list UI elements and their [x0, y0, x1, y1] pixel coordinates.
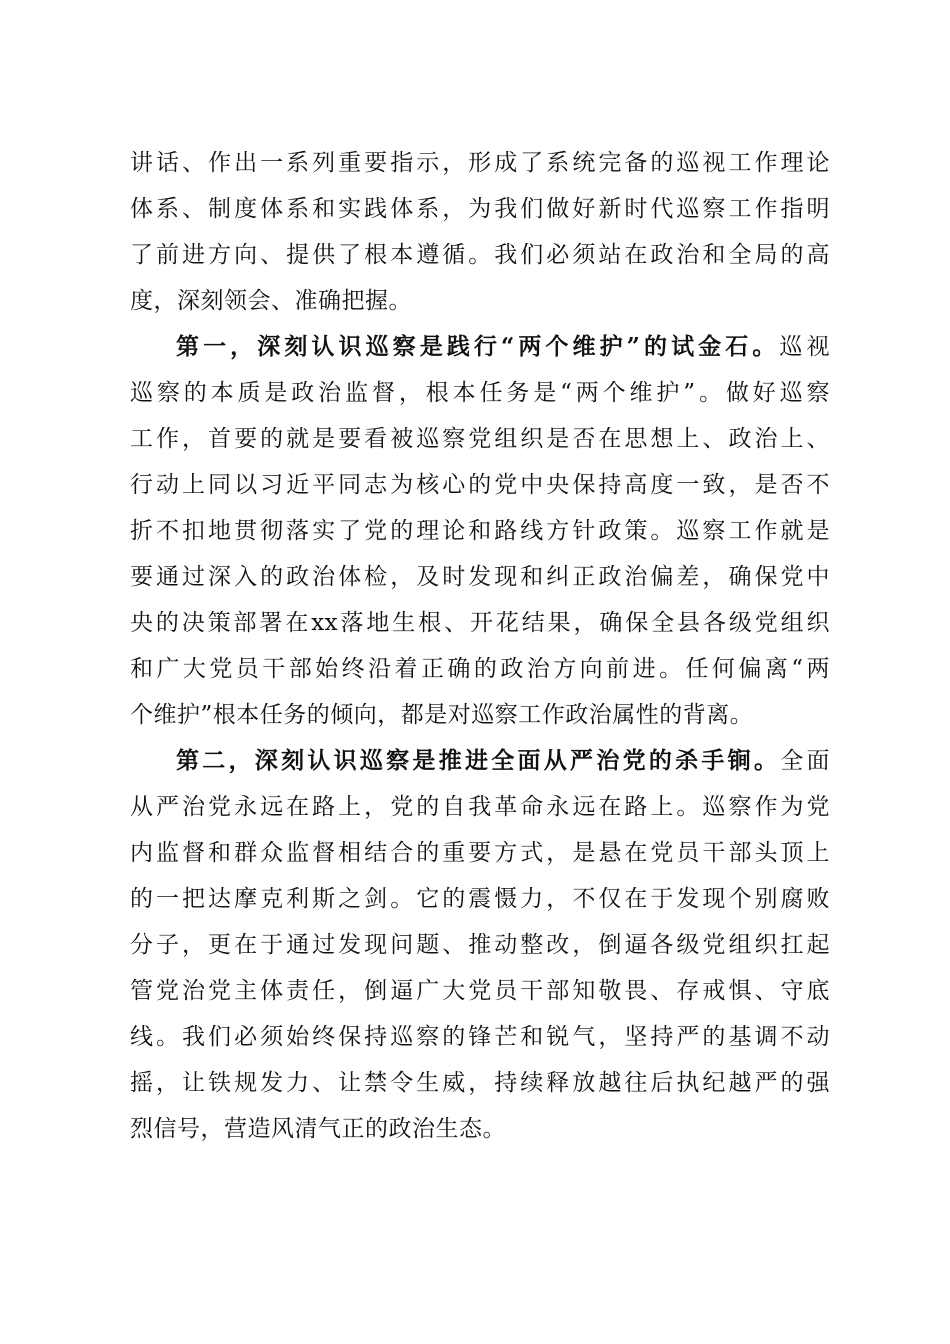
paragraph-line: 分子，更在于通过发现问题、推动整改，倒逼各级党组织扛起 — [130, 932, 830, 958]
paragraph-line: 要通过深入的政治体检，及时发现和纠正政治偏差，确保党中 — [130, 564, 830, 590]
paragraph-first-line — [130, 324, 830, 370]
section-heading-first: 第一，深刻认识巡察是践行“两个维护”的试金石。 — [176, 333, 780, 360]
paragraph-second-line — [130, 738, 830, 784]
paragraph-line: 个维护”根本任务的倾向，都是对巡察工作政治属性的背离。 — [130, 702, 754, 728]
paragraph-line: 央的决策部署在xx落地生根、开花结果，确保全县各级党组织 — [130, 610, 830, 636]
paragraph-line: 度，深刻领会、准确把握。 — [130, 288, 412, 314]
paragraph-line: 讲话、作出一系列重要指示，形成了系统完备的巡视工作理论 — [130, 150, 830, 176]
paragraph-line: 摇，让铁规发力、让禁令生威，持续释放越往后执纪越严的强 — [130, 1070, 830, 1096]
paragraph-line: 烈信号，营造风清气正的政治生态。 — [130, 1116, 506, 1142]
paragraph-line-rest: 全面 — [780, 748, 831, 774]
paragraph-line: 巡察的本质是政治监督，根本任务是“两个维护”。做好巡察 — [130, 380, 830, 406]
paragraph-line: 了前进方向、提供了根本遵循。我们必须站在政治和全局的高 — [130, 242, 830, 268]
paragraph-line: 管党治党主体责任，倒逼广大党员干部知敬畏、存戒惧、守底 — [130, 978, 830, 1004]
paragraph-line: 行动上同以习近平同志为核心的党中央保持高度一致，是否不 — [130, 472, 830, 498]
paragraph-line: 和广大党员干部始终沿着正确的政治方向前进。任何偏离“两 — [130, 656, 830, 682]
paragraph-line: 内监督和群众监督相结合的重要方式，是悬在党员干部头顶上 — [130, 840, 830, 866]
paragraph-line-rest: 巡视 — [779, 334, 830, 360]
section-heading-second: 第二，深刻认识巡察是推进全面从严治党的杀手锏。 — [176, 747, 781, 774]
paragraph-line: 工作，首要的就是要看被巡察党组织是否在思想上、政治上、 — [130, 426, 830, 452]
paragraph-line: 的一把达摩克利斯之剑。它的震慑力，不仅在于发现个别腐败 — [130, 886, 830, 912]
paragraph-line: 折不扣地贯彻落实了党的理论和路线方针政策。巡察工作就是 — [130, 518, 830, 544]
body-text — [130, 140, 830, 1152]
paragraph-line: 体系、制度体系和实践体系，为我们做好新时代巡察工作指明 — [130, 196, 830, 222]
paragraph-line: 从严治党永远在路上，党的自我革命永远在路上。巡察作为党 — [130, 794, 830, 820]
paragraph-line: 线。我们必须始终保持巡察的锋芒和锐气，坚持严的基调不动 — [130, 1024, 830, 1050]
